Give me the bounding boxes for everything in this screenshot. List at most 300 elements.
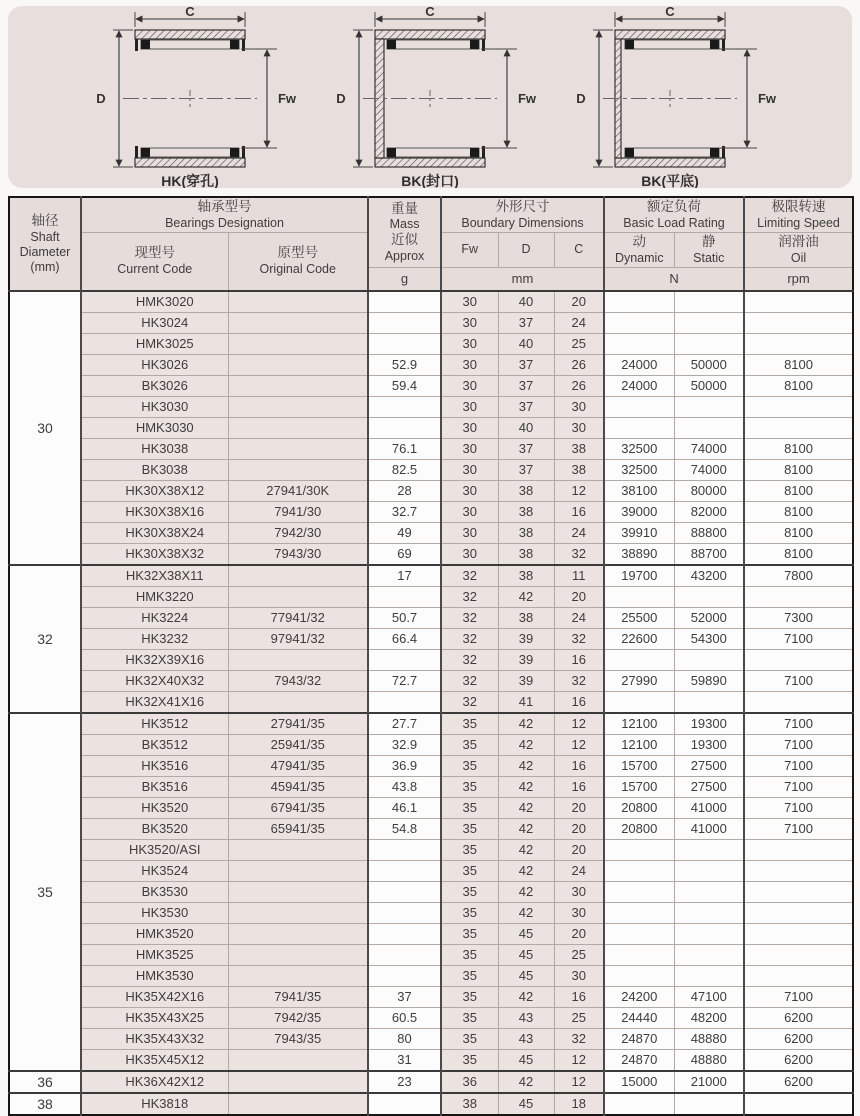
- fw-cell: 30: [441, 333, 498, 354]
- original-cell: 7941/30: [228, 501, 368, 522]
- c-cell: 30: [554, 965, 604, 986]
- dyn-cell: 12100: [604, 734, 674, 755]
- original-cell: [228, 459, 368, 480]
- table-row: [9, 438, 853, 459]
- header-limiting-speed: [744, 197, 853, 232]
- d-cell: 43: [498, 1028, 554, 1049]
- d-cell: 41: [498, 691, 554, 713]
- oil-cell: 7100: [744, 797, 853, 818]
- oil-cell: [744, 691, 853, 713]
- dyn-cell: 24440: [604, 1007, 674, 1028]
- dyn-cell: [604, 881, 674, 902]
- table-row: [9, 691, 853, 713]
- header-c: [554, 232, 604, 267]
- header-oil: [744, 232, 853, 267]
- mass-cell: [368, 417, 441, 438]
- d-cell: 42: [498, 839, 554, 860]
- current-cell: HMK3025: [81, 333, 228, 354]
- d-cell: 40: [498, 417, 554, 438]
- c-cell: 32: [554, 628, 604, 649]
- oil-cell: [744, 333, 853, 354]
- original-cell: 65941/35: [228, 818, 368, 839]
- dyn-cell: [604, 839, 674, 860]
- stat-cell: [674, 944, 744, 965]
- c-cell: 20: [554, 818, 604, 839]
- current-cell: BK3026: [81, 375, 228, 396]
- stat-cell: [674, 881, 744, 902]
- header-dynamic-en: Dynamic: [614, 250, 664, 265]
- oil-cell: [744, 902, 853, 923]
- current-cell: HK35X43X32: [81, 1028, 228, 1049]
- original-cell: [228, 417, 368, 438]
- stat-cell: 82000: [674, 501, 744, 522]
- oil-cell: 8100: [744, 543, 853, 565]
- dyn-cell: [604, 333, 674, 354]
- mass-cell: 59.4: [368, 375, 441, 396]
- oil-cell: 7100: [744, 776, 853, 797]
- dyn-cell: 22600: [604, 628, 674, 649]
- c-cell: 24: [554, 312, 604, 333]
- dyn-cell: [604, 649, 674, 670]
- c-cell: 26: [554, 354, 604, 375]
- fw-cell: 35: [441, 965, 498, 986]
- table-row: [9, 713, 853, 735]
- dyn-cell: 12100: [604, 713, 674, 735]
- fw-cell: 35: [441, 755, 498, 776]
- fw-cell: 30: [441, 543, 498, 565]
- fw-cell: 35: [441, 881, 498, 902]
- d-cell: 38: [498, 607, 554, 628]
- current-cell: HK3818: [81, 1093, 228, 1115]
- dyn-cell: [604, 860, 674, 881]
- stat-cell: 19300: [674, 713, 744, 735]
- dyn-cell: 32500: [604, 459, 674, 480]
- dim-label-d: D: [96, 91, 106, 106]
- d-cell: 39: [498, 670, 554, 691]
- oil-cell: 8100: [744, 354, 853, 375]
- original-cell: [228, 881, 368, 902]
- oil-cell: 7100: [744, 713, 853, 735]
- current-cell: HK3030: [81, 396, 228, 417]
- fw-cell: 30: [441, 480, 498, 501]
- bearing-spec-table: [8, 196, 854, 1116]
- table-row: [9, 459, 853, 480]
- header-bearings-designation: [81, 197, 368, 232]
- fw-cell: 32: [441, 586, 498, 607]
- fw-cell: 35: [441, 944, 498, 965]
- stat-cell: 59890: [674, 670, 744, 691]
- mass-cell: 52.9: [368, 354, 441, 375]
- shaft-diameter-cell: 35: [9, 713, 81, 1071]
- current-cell: HK32X40X32: [81, 670, 228, 691]
- oil-cell: 7300: [744, 607, 853, 628]
- table-row: [9, 944, 853, 965]
- stat-cell: 43200: [674, 565, 744, 587]
- c-cell: 25: [554, 944, 604, 965]
- oil-cell: [744, 839, 853, 860]
- current-cell: HK3520: [81, 797, 228, 818]
- d-cell: 42: [498, 902, 554, 923]
- original-cell: 7943/30: [228, 543, 368, 565]
- original-cell: [228, 1049, 368, 1071]
- current-cell: HK3512: [81, 713, 228, 735]
- current-cell: BK3530: [81, 881, 228, 902]
- current-cell: HK35X42X16: [81, 986, 228, 1007]
- fw-cell: 30: [441, 522, 498, 543]
- stat-cell: [674, 839, 744, 860]
- header-mass-en2: Approx: [384, 249, 425, 264]
- original-cell: 7943/35: [228, 1028, 368, 1049]
- dyn-cell: [604, 586, 674, 607]
- header-basic-load-rating: [604, 197, 744, 232]
- diagram-label: HK(穿孔): [161, 173, 219, 188]
- original-cell: [228, 649, 368, 670]
- mass-cell: [368, 902, 441, 923]
- stat-cell: 48880: [674, 1028, 744, 1049]
- fw-cell: 30: [441, 354, 498, 375]
- dyn-cell: [604, 965, 674, 986]
- c-cell: 24: [554, 860, 604, 881]
- current-cell: BK3520: [81, 818, 228, 839]
- c-cell: 30: [554, 902, 604, 923]
- original-cell: [228, 965, 368, 986]
- mass-cell: [368, 1093, 441, 1115]
- fw-cell: 35: [441, 1007, 498, 1028]
- current-cell: HK3524: [81, 860, 228, 881]
- current-cell: HK32X39X16: [81, 649, 228, 670]
- c-cell: 25: [554, 333, 604, 354]
- d-cell: 42: [498, 776, 554, 797]
- stat-cell: 88700: [674, 543, 744, 565]
- current-cell: HMK3530: [81, 965, 228, 986]
- original-cell: 27941/35: [228, 713, 368, 735]
- oil-cell: 8100: [744, 375, 853, 396]
- header-speed-zh: 极限转速: [771, 199, 826, 214]
- c-cell: 30: [554, 396, 604, 417]
- mass-cell: [368, 649, 441, 670]
- c-cell: 24: [554, 522, 604, 543]
- dim-label-c: C: [425, 6, 435, 19]
- fw-cell: 30: [441, 396, 498, 417]
- table-row: [9, 417, 853, 438]
- original-cell: 67941/35: [228, 797, 368, 818]
- oil-cell: [744, 1093, 853, 1115]
- d-cell: 42: [498, 986, 554, 1007]
- original-cell: 25941/35: [228, 734, 368, 755]
- stat-cell: [674, 649, 744, 670]
- diagram-label: BK(封口): [401, 173, 459, 188]
- header-speed-en: Limiting Speed: [757, 215, 840, 230]
- fw-cell: 32: [441, 670, 498, 691]
- dyn-cell: [604, 396, 674, 417]
- table-row: [9, 881, 853, 902]
- table-row: [9, 734, 853, 755]
- shaft-diameter-cell: 32: [9, 565, 81, 713]
- stat-cell: [674, 586, 744, 607]
- oil-cell: 7100: [744, 734, 853, 755]
- diagram-label: BK(平底): [641, 173, 699, 188]
- oil-cell: 8100: [744, 459, 853, 480]
- d-cell: 37: [498, 459, 554, 480]
- current-cell: HK35X43X25: [81, 1007, 228, 1028]
- unit-speed-rpm: rpm: [744, 267, 853, 291]
- original-cell: [228, 312, 368, 333]
- stat-cell: 21000: [674, 1071, 744, 1093]
- fw-cell: 32: [441, 691, 498, 713]
- shaft-diameter-cell: 30: [9, 291, 81, 565]
- oil-cell: 7100: [744, 755, 853, 776]
- oil-cell: [744, 860, 853, 881]
- c-cell: 12: [554, 713, 604, 735]
- table-row: [9, 986, 853, 1007]
- d-cell: 37: [498, 354, 554, 375]
- header-static: [674, 232, 744, 267]
- d-cell: 39: [498, 628, 554, 649]
- dyn-cell: 20800: [604, 818, 674, 839]
- c-cell: 16: [554, 649, 604, 670]
- stat-cell: [674, 396, 744, 417]
- dyn-cell: 24200: [604, 986, 674, 1007]
- dyn-cell: 25500: [604, 607, 674, 628]
- original-cell: [228, 438, 368, 459]
- table-row: [9, 965, 853, 986]
- stat-cell: 48200: [674, 1007, 744, 1028]
- bearing-cross-section-hk-image: [75, 6, 305, 188]
- header-static-zh: 静: [702, 233, 716, 249]
- header-dynamic: [604, 232, 674, 267]
- original-cell: [228, 1071, 368, 1093]
- d-cell: 37: [498, 396, 554, 417]
- shaft-diameter-cell: 36: [9, 1071, 81, 1093]
- d-cell: 45: [498, 1093, 554, 1115]
- fw-cell: 35: [441, 923, 498, 944]
- fw-cell: 30: [441, 417, 498, 438]
- fw-cell: 32: [441, 607, 498, 628]
- c-cell: 20: [554, 797, 604, 818]
- table-row: [9, 522, 853, 543]
- header-c-label: C: [574, 242, 584, 257]
- dyn-cell: 15000: [604, 1071, 674, 1093]
- stat-cell: [674, 965, 744, 986]
- current-cell: HK3024: [81, 312, 228, 333]
- table-row: [9, 586, 853, 607]
- header-current-code: [81, 232, 228, 290]
- mass-cell: 80: [368, 1028, 441, 1049]
- oil-cell: 6200: [744, 1049, 853, 1071]
- table-row: [9, 375, 853, 396]
- mass-cell: [368, 860, 441, 881]
- current-cell: HK3026: [81, 354, 228, 375]
- diagram-panel: [8, 6, 852, 188]
- table-row: [9, 755, 853, 776]
- header-oil-zh: 润滑油: [778, 233, 819, 249]
- d-cell: 38: [498, 501, 554, 522]
- dyn-cell: [604, 944, 674, 965]
- stat-cell: [674, 902, 744, 923]
- original-cell: 7942/30: [228, 522, 368, 543]
- fw-cell: 35: [441, 1049, 498, 1071]
- c-cell: 30: [554, 881, 604, 902]
- d-cell: 38: [498, 480, 554, 501]
- mass-cell: 46.1: [368, 797, 441, 818]
- current-cell: HK30X38X16: [81, 501, 228, 522]
- original-cell: [228, 860, 368, 881]
- mass-cell: 54.8: [368, 818, 441, 839]
- d-cell: 43: [498, 1007, 554, 1028]
- original-cell: [228, 902, 368, 923]
- c-cell: 12: [554, 734, 604, 755]
- table-row: [9, 1049, 853, 1071]
- dyn-cell: 15700: [604, 755, 674, 776]
- stat-cell: 50000: [674, 354, 744, 375]
- c-cell: 20: [554, 923, 604, 944]
- fw-cell: 35: [441, 797, 498, 818]
- d-cell: 42: [498, 755, 554, 776]
- current-cell: HMK3020: [81, 291, 228, 313]
- table-row: [9, 354, 853, 375]
- oil-cell: [744, 965, 853, 986]
- mass-cell: 32.7: [368, 501, 441, 522]
- current-cell: HK35X45X12: [81, 1049, 228, 1071]
- mass-cell: [368, 923, 441, 944]
- header-shaft-diameter: [9, 197, 81, 291]
- dyn-cell: 20800: [604, 797, 674, 818]
- c-cell: 16: [554, 501, 604, 522]
- c-cell: 30: [554, 417, 604, 438]
- mass-cell: [368, 291, 441, 313]
- fw-cell: 35: [441, 818, 498, 839]
- c-cell: 20: [554, 586, 604, 607]
- oil-cell: [744, 649, 853, 670]
- dyn-cell: 24000: [604, 354, 674, 375]
- d-cell: 42: [498, 1071, 554, 1093]
- header-d-label: D: [521, 242, 531, 257]
- table-row: [9, 1007, 853, 1028]
- dim-label-fw: Fw: [277, 91, 297, 106]
- fw-cell: 35: [441, 734, 498, 755]
- bearing-cross-section-bk-flat-image: [555, 6, 785, 188]
- table-row: [9, 480, 853, 501]
- original-cell: 77941/32: [228, 607, 368, 628]
- c-cell: 32: [554, 670, 604, 691]
- d-cell: 37: [498, 375, 554, 396]
- fw-cell: 30: [441, 459, 498, 480]
- dyn-cell: [604, 1093, 674, 1115]
- table-row: [9, 565, 853, 587]
- stat-cell: [674, 312, 744, 333]
- header-shaft-zh: 轴径: [31, 212, 59, 228]
- mass-cell: [368, 944, 441, 965]
- header-mass-zh2: 近似: [391, 232, 419, 248]
- shaft-diameter-cell: 38: [9, 1093, 81, 1115]
- fw-cell: 32: [441, 649, 498, 670]
- header-original-zh: 原型号: [277, 245, 318, 261]
- current-cell: HK3530: [81, 902, 228, 923]
- d-cell: 45: [498, 1049, 554, 1071]
- oil-cell: [744, 586, 853, 607]
- original-cell: [228, 839, 368, 860]
- d-cell: 45: [498, 923, 554, 944]
- dyn-cell: 38890: [604, 543, 674, 565]
- header-boundary-zh: 外形尺寸: [495, 199, 550, 214]
- bearing-cross-section-bk-closed-image: [315, 6, 545, 188]
- stat-cell: 80000: [674, 480, 744, 501]
- table-row: [9, 501, 853, 522]
- dyn-cell: [604, 691, 674, 713]
- c-cell: 12: [554, 1049, 604, 1071]
- table-row: [9, 670, 853, 691]
- oil-cell: [744, 923, 853, 944]
- header-shaft-en2: Diameter: [19, 244, 71, 259]
- d-cell: 38: [498, 543, 554, 565]
- c-cell: 24: [554, 607, 604, 628]
- original-cell: [228, 586, 368, 607]
- dyn-cell: [604, 923, 674, 944]
- mass-cell: 72.7: [368, 670, 441, 691]
- fw-cell: 35: [441, 713, 498, 735]
- header-load-zh: 额定负荷: [647, 199, 702, 214]
- table-row: [9, 923, 853, 944]
- mass-cell: 27.7: [368, 713, 441, 735]
- fw-cell: 38: [441, 1093, 498, 1115]
- oil-cell: [744, 944, 853, 965]
- mass-cell: [368, 312, 441, 333]
- c-cell: 20: [554, 291, 604, 313]
- c-cell: 12: [554, 1071, 604, 1093]
- c-cell: 38: [554, 459, 604, 480]
- stat-cell: 41000: [674, 797, 744, 818]
- oil-cell: 7100: [744, 628, 853, 649]
- table-row: [9, 649, 853, 670]
- table-row: [9, 333, 853, 354]
- fw-cell: 30: [441, 501, 498, 522]
- fw-cell: 35: [441, 986, 498, 1007]
- original-cell: [228, 944, 368, 965]
- table-row: [9, 860, 853, 881]
- stat-cell: [674, 333, 744, 354]
- fw-cell: 30: [441, 438, 498, 459]
- bearing-diagram-bk-closed: [315, 6, 545, 188]
- original-cell: [228, 354, 368, 375]
- dim-label-fw: Fw: [757, 91, 777, 106]
- mass-cell: [368, 965, 441, 986]
- original-cell: [228, 923, 368, 944]
- oil-cell: [744, 881, 853, 902]
- header-shaft-unit: (mm): [30, 259, 60, 274]
- mass-cell: 36.9: [368, 755, 441, 776]
- table-row: [9, 1093, 853, 1115]
- current-cell: HMK3525: [81, 944, 228, 965]
- dyn-cell: [604, 902, 674, 923]
- stat-cell: [674, 923, 744, 944]
- original-cell: [228, 375, 368, 396]
- mass-cell: [368, 396, 441, 417]
- header-fw: [441, 232, 498, 267]
- fw-cell: 35: [441, 902, 498, 923]
- fw-cell: 30: [441, 291, 498, 313]
- dyn-cell: [604, 417, 674, 438]
- oil-cell: 6200: [744, 1007, 853, 1028]
- d-cell: 39: [498, 649, 554, 670]
- stat-cell: 54300: [674, 628, 744, 649]
- dyn-cell: [604, 291, 674, 313]
- mass-cell: [368, 586, 441, 607]
- header-static-en: Static: [693, 250, 725, 265]
- current-cell: BK3038: [81, 459, 228, 480]
- d-cell: 38: [498, 565, 554, 587]
- original-cell: [228, 565, 368, 587]
- mass-cell: 37: [368, 986, 441, 1007]
